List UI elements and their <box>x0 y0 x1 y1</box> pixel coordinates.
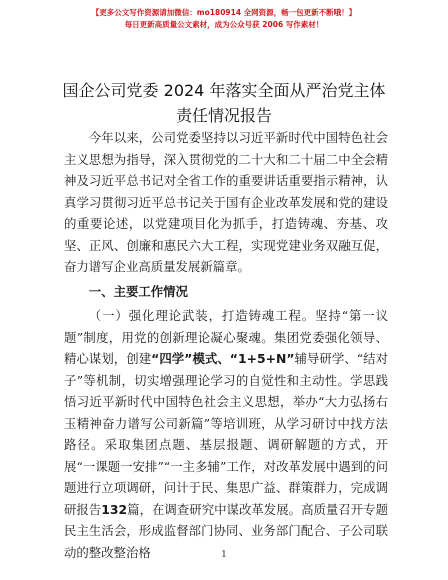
section-paragraph <box>64 305 388 563</box>
paragraph-bold-text: “四学”模式、“1+5+N” <box>151 351 295 366</box>
intro-paragraph: 今年以来，公司党委坚持以习近平新时代中国特色社会主义思想为指导，深入贯彻党的二十大和二十届二中全会精神及习近平总书记对全省工作的重要讲话重要指示精神，认真学习贯彻习近平总书记关于国有企业改革发展和党的建设的重要论述，以党建项目化为抓手，打造铸魂、夯基、攻坚、正风、创廉和惠民六大工程，实现党建业务双融互促，奋力谱写企业高质量发展新篇章。 <box>64 130 388 274</box>
promo-banner-line-2: 每日更新高质量公文素材，成为公众号获 2006 写作素材！ <box>124 20 324 29</box>
promo-banner <box>0 7 448 31</box>
document-title: 国企公司党委 2024 年落实全面从严治党主体责任情况报告 <box>62 81 386 125</box>
promo-banner-line-1: 【更多公文写作资源请加微信：mo180914 全网资源，畅一包更新不断哦！】 <box>91 8 357 17</box>
paragraph-text-c: 篇，在调查研究中谋改革发展。高质量召开专题民主生活会，形成监督部门协同、业务部门配合、子公司联动的整改整治格 <box>64 501 388 560</box>
report-count: 132 <box>101 501 128 517</box>
paragraph-text-a: （一）强化理论武装，打造铸魂工程。坚持“第一议题”制度，用党的创新理论凝心聚魂。集团党委强化领导、精心谋划，创建 <box>64 308 388 366</box>
section-heading: 一、主要工作情况 <box>88 283 188 299</box>
document-body <box>64 127 388 563</box>
paragraph-text-b: 辅导研学、“结对子”等机制，切实增强理论学习的自觉性和主动性。学思践悟习近平新时代中国特色社会主义思想，举办“大力弘扬右玉精神奋力谱写公司新篇”等培训班，从学习研讨中找方法路径。采取集团点题、基层报题、调研解题的方式，开展“一课题一安排”“一主多辅”工作，对改革发展中遇到的问题进行立项调研，问计于民、集思广益、群策群力，完成调研报告 <box>64 351 389 517</box>
page-number: 1 <box>221 550 227 560</box>
